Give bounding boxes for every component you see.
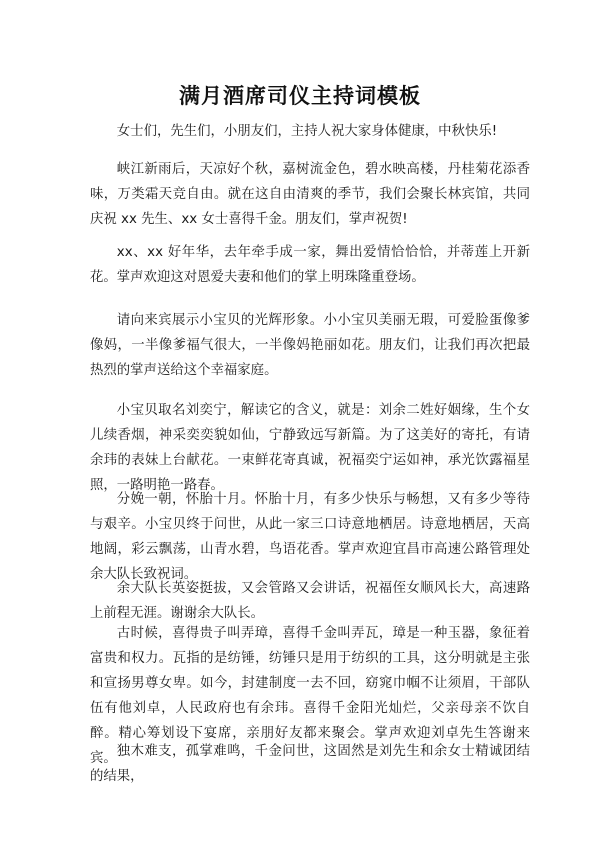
paragraph-greeting: 女士们，先生们，小朋友们，主持人祝大家身体健康，中秋快乐! (116, 124, 498, 139)
paragraph-captain-thanks: 余大队长英姿挺拔，又会管路又会讲话，祝福侄女顺风长大，高速路上前程无涯。谢谢余大队长。 (90, 581, 530, 621)
page-title: 满月酒席司仪主持词模板 (179, 84, 421, 108)
paragraph-naming: 小宝贝取名刘奕宁，解读它的含义，就是：刘余二姓好姻缘，生个女儿续香烟，神采奕奕貌如仙，宁静致远写新篇。为了这美好的寄托，有请余玮的表妹上台献花。一束鲜花寄真诚，祝福奕宁运如神，承光饮露福星照，一路明艳一路春。 (90, 403, 530, 493)
paragraph-baby-image: 请向来宾展示小宝贝的光辉形象。小小宝贝美丽无瑕，可爱脸蛋像爹像妈，一半像爹福气很大，一半像妈艳丽如花。朋友们，让我们再次把最热烈的掌声送给这个幸福家庭。 (90, 313, 530, 378)
paragraph-birth: 分娩一朝，怀胎十月。怀胎十月，有多少快乐与畅想，又有多少等待与艰辛。小宝贝终于问世，从此一家三口诗意地栖居。诗意地栖居，天高地阔，彩云飘荡，山青水碧，鸟语花香。掌声欢迎宜昌市高速公路管理处余大队长致祝词。 (90, 492, 530, 582)
paragraph-season: 峡江新雨后，天凉好个秋，嘉树流金色，碧水映高楼，丹桂菊花添香味，万类霜天竞自由。就在这自由清爽的季节，我们会聚长林宾馆，共同庆祝 xx 先生、xx 女士喜得千金。朋友们，掌声祝贺! (90, 162, 530, 227)
paragraph-closing: 独木难支，孤掌难鸣，千金问世，这固然是刘先生和余女士精诚团结的结果， (90, 744, 530, 784)
paragraph-ancient-custom: 古时候，喜得贵子叫弄璋，喜得千金叫弄瓦，璋是一种玉器，象征着富贵和权力。瓦指的是纺锤，纺锤只是用于纺织的工具，这分明就是主张和宣扬男尊女卑。如今，封建制度一去不回，窈窕巾帼不让须眉，干部队伍有他刘卓，人民政府也有余玮。喜得千金阳光灿烂，父亲母亲不饮自醉。精心筹划设下宴席，亲朋好友都来聚会。掌声欢迎刘卓先生答谢来宾。 (90, 626, 530, 766)
paragraph-couple: xx、xx 好年华，去年牵手成一家，舞出爱情恰恰恰，并蒂莲上开新花。掌声欢迎这对恩爱夫妻和他们的掌上明珠隆重登场。 (90, 245, 530, 285)
